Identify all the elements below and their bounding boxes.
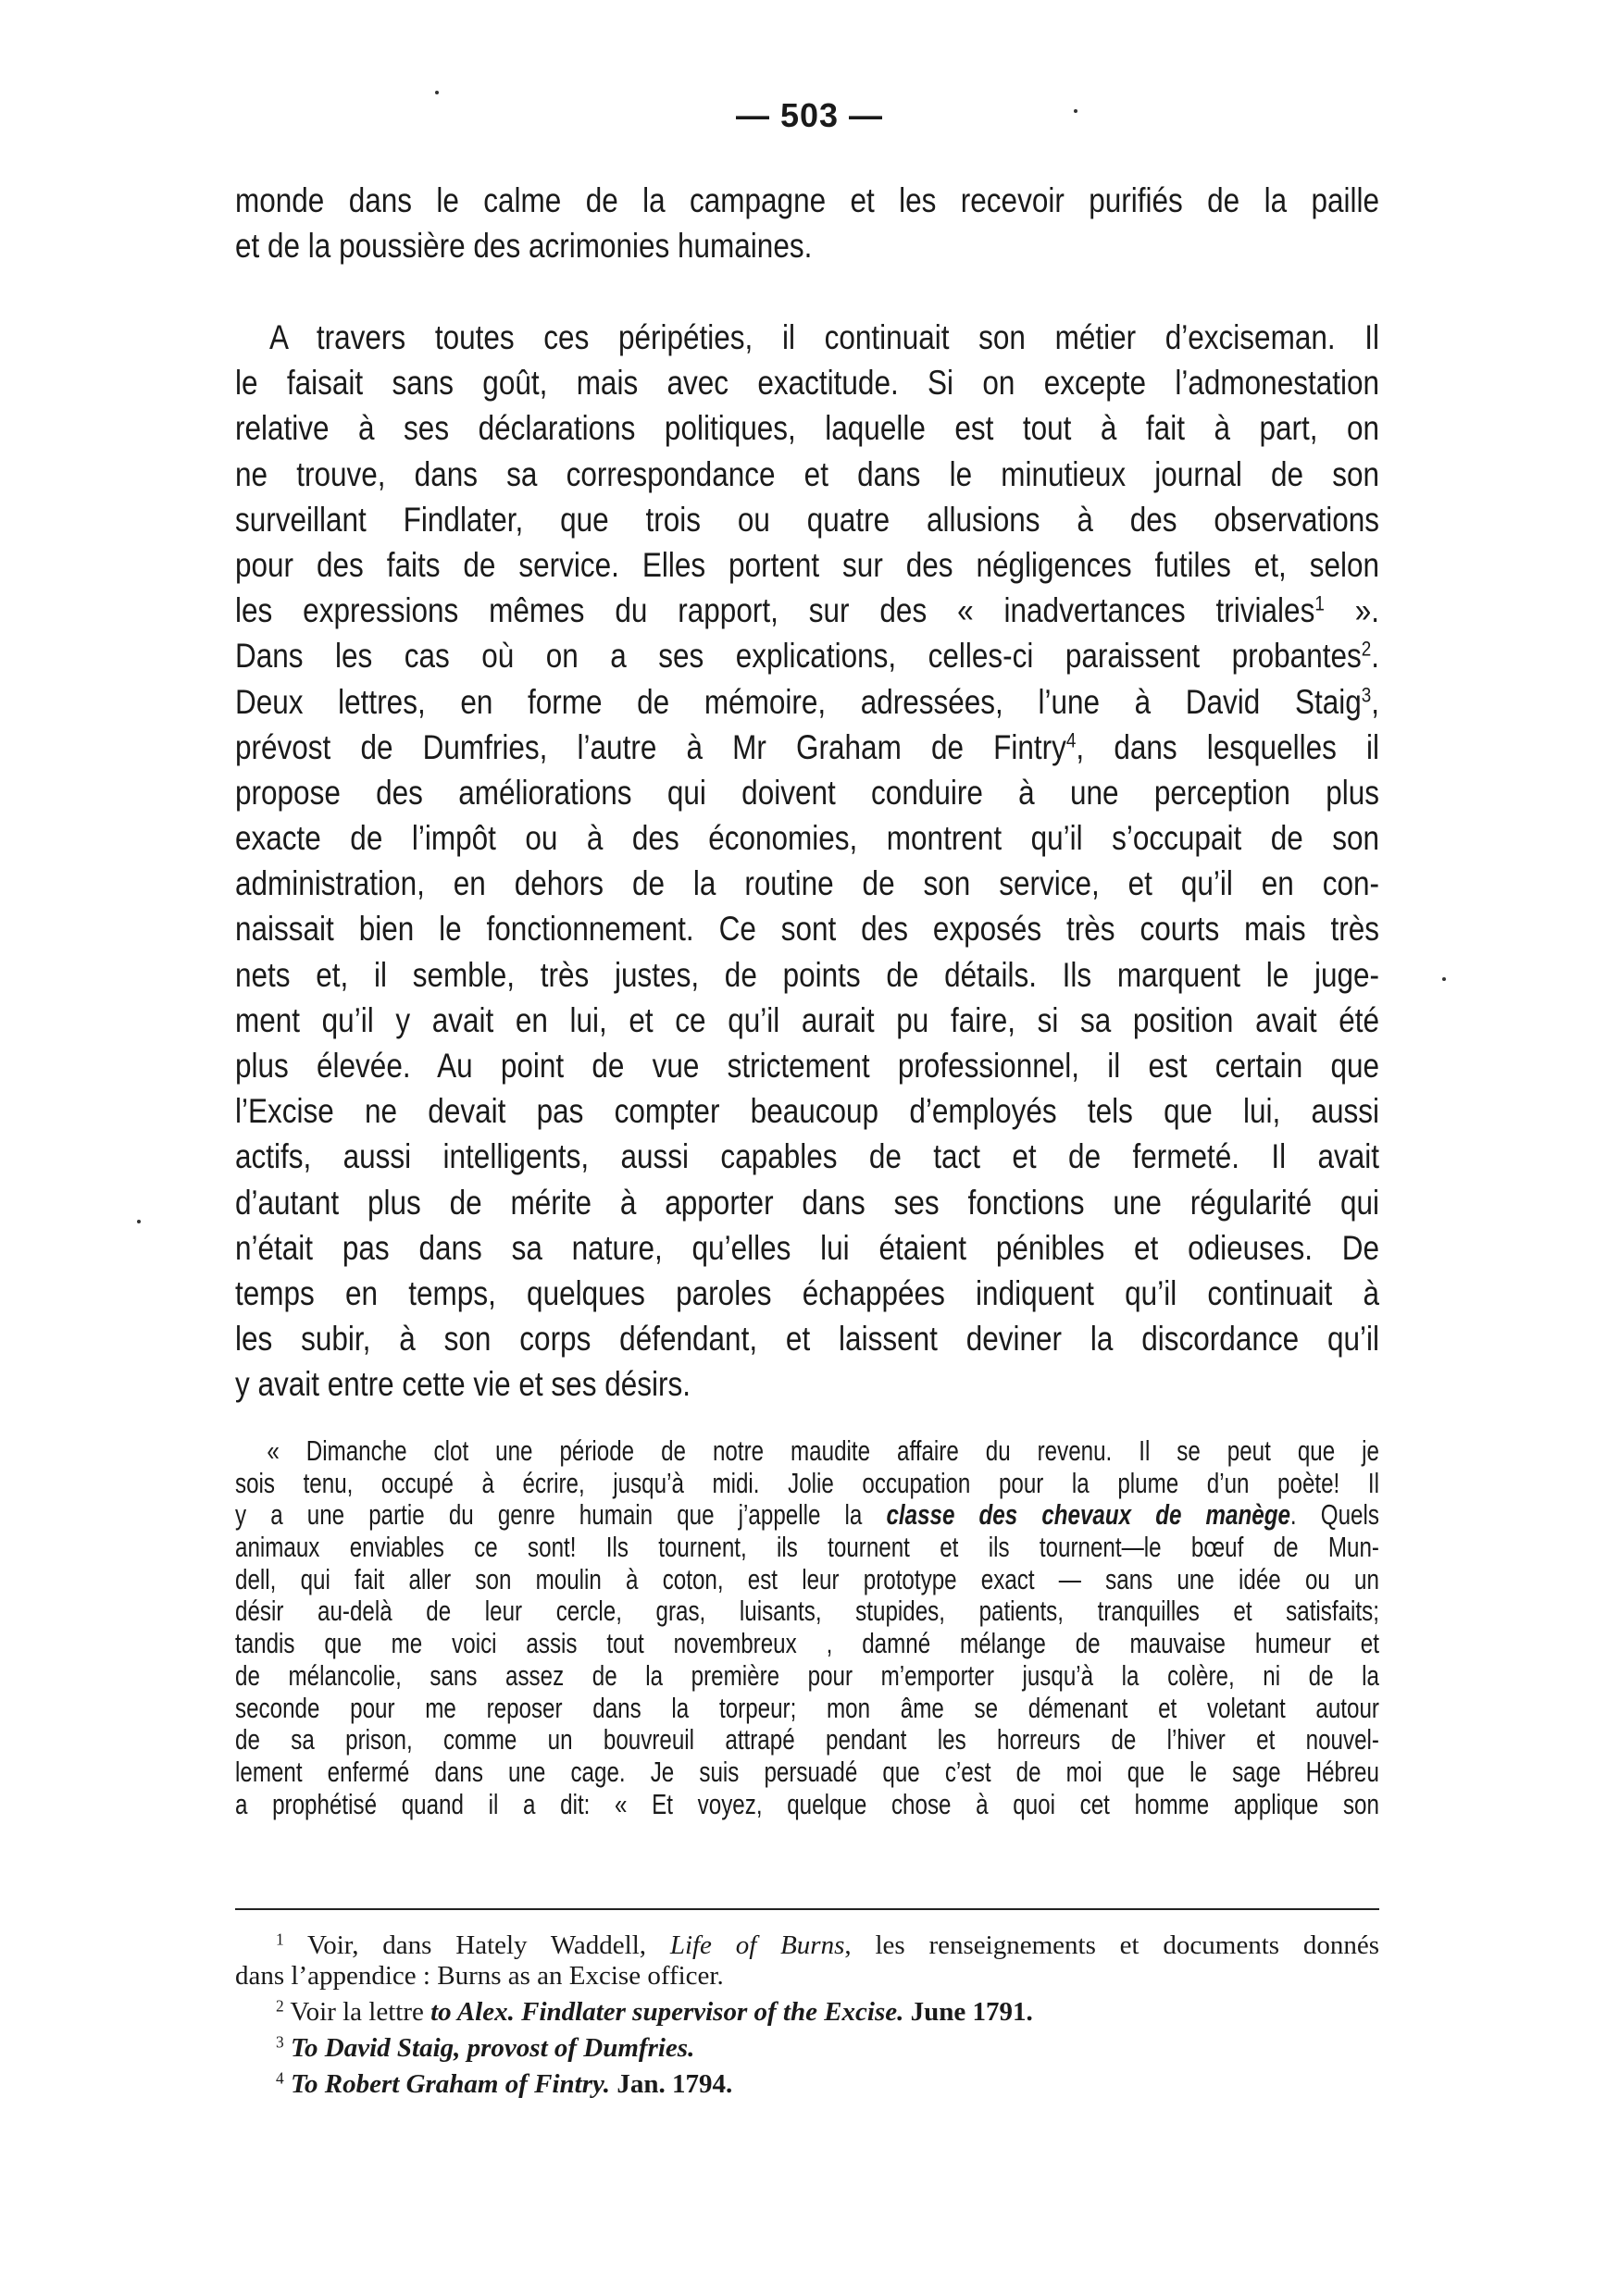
footnote-1: $^1$ Voir, dans Hately Waddell, Life of Burns, les renseignements et documents donnés [276,1930,1379,1960]
quote-line: animaux enviables ce sont! Ils tournent, ils tournent et ils tournent—le bœuf de Mun- [235,1531,1379,1564]
text-line: Deux lettres, en forme de mémoire, adressées, l’une à David Staig$^3$, [235,681,1380,721]
text-line: les subir, à son corps défendant, et laissent deviner la discordance qu’il [235,1319,1380,1359]
footnote-mark: 1 [1314,591,1325,615]
text-line: l’Excise ne devait pas compter beaucoup d’employés tels que lui, aussi [235,1091,1380,1131]
quote-line: seconde pour me reposer dans la torpeur; mon âme se démenant et voletant autour [235,1691,1379,1724]
text-line: Dans les cas où on a ses explications, celles-ci paraissent probantes$^2$. [235,636,1380,676]
footnote-separator-rule [235,1908,1379,1910]
scan-speck [137,1220,141,1223]
text-line: monde dans le calme de la campagne et les recevoir purifiés de la paille [235,180,1380,219]
text-line: les expressions mêmes du rapport, sur des « inadvertances triviales$^1$ ». [235,590,1380,630]
text-line: relative à ses déclarations politiques, laquelle est tout à fait à part, on [235,408,1380,448]
footnote-mark: 4 [1065,728,1077,752]
block-quotation [235,1435,1379,1820]
scan-speck [1442,977,1446,981]
footnote-mark: 3 [1361,683,1372,707]
text-line: y avait entre cette vie et ses désirs. [235,1364,691,1404]
quote-line: « Dimanche clot une période de notre maudite affaire du revenu. Il se peut que je [267,1434,1379,1467]
footnotes [235,1930,1379,2100]
footnote-mark: 2 [1361,637,1372,661]
paragraph-continuation [235,178,1379,268]
quote-line: y a une partie du genre humain que j’appelle la classe des chevaux de manège. Quels [235,1498,1379,1532]
quote-line: a prophétisé quand il a dit: « Et voyez, quelque chose à quoi cet homme applique son [235,1787,1379,1820]
italic-phrase: classe des chevaux de manège [886,1498,1290,1532]
quote-line: dell, qui fait aller son moulin à coton, est leur prototype exact — sans une idée ou un [235,1562,1379,1595]
quote-line: sois tenu, occupé à écrire, jusqu’à midi. Jolie occupation pour la plume d’un poète! Il [235,1466,1379,1499]
text-line: actifs, aussi intelligents, aussi capables de tact et de fermeté. Il avait [235,1136,1380,1176]
scan-speck [435,91,439,94]
text-line: temps en temps, quelques paroles échappées indiquent qu’il continuait à [235,1272,1380,1312]
text-line: administration, en dehors de la routine de son service, et qu’il en con- [235,863,1380,903]
page-number: — 503 — [735,96,884,134]
text-line: et de la poussière des acrimonies humaines. [235,226,813,266]
text-line: n’était pas dans sa nature, qu’elles lui étaient pénibles et odieuses. De [235,1227,1380,1267]
text-line: ment qu’il y avait en lui, et ce qu’il aurait pu faire, si sa position avait été [235,999,1380,1039]
text-line: d’autant plus de mérite à apporter dans ses fonctions une régularité qui [235,1182,1380,1222]
quote-line: de mélancolie, sans assez de la première pour m’emporter jusqu’à la colère, ni de la [235,1658,1379,1692]
paragraph-excise [235,315,1379,1408]
text-line: surveillant Findlater, que trois ou quatre allusions à des observations [235,499,1380,539]
text-line: pour des faits de service. Elles portent sur des négligences futiles et, selon [235,544,1380,584]
quote-line: tandis que me voici assis tout novembreux , damné mélange de mauvaise humeur et [235,1627,1379,1660]
text-line: nets et, il semble, très justes, de points de détails. Ils marquent le juge- [235,954,1380,994]
footnote-1-continuation: dans l’appendice : Burns as an Excise officer. [235,1961,724,1991]
text-line: naissait bien le fonctionnement. Ce sont des exposés très courts mais très [235,909,1380,949]
text-line: plus élevée. Au point de vue strictement professionnel, il est certain que [235,1046,1380,1085]
text-line: ne trouve, dans sa correspondance et dans le minutieux journal de son [235,453,1380,493]
quote-line: de sa prison, comme un bouvreuil attrapé pendant les horreurs de l’hiver et nouvel- [235,1723,1379,1756]
text-line: propose des améliorations qui doivent conduire à une perception plus [235,772,1380,812]
text-line: prévost de Dumfries, l’autre à Mr Graham de Fintry$^4$, dans lesquelles il [235,726,1380,766]
quote-line: lement enfermé dans une cage. Je suis persuadé que c’est de moi que le sage Hébreu [235,1755,1379,1788]
text-line: le faisait sans goût, mais avec exactitude. Si on excepte l’admonestation [235,363,1380,403]
text-line: A travers toutes ces péripéties, il continuait son métier d’exciseman. Il [268,317,1380,356]
scan-speck [1074,109,1077,113]
footnote-2: $^2$ Voir la lettre to Alex. Findlater supervisor of the Excise. June 1791. [276,1996,1033,2027]
text-line: exacte de l’impôt ou à des économies, montrent qu’il s’occupait de son [235,818,1380,858]
quote-line: désir au-delà de leur cercle, gras, luisants, stupides, patients, tranquilles et satisfaits; [235,1595,1379,1628]
footnote-3: $^3$ To David Staig, provost of Dumfries. [276,2032,695,2063]
footnote-4: $^4$ To Robert Graham of Fintry. Jan. 1794. [276,2068,733,2099]
